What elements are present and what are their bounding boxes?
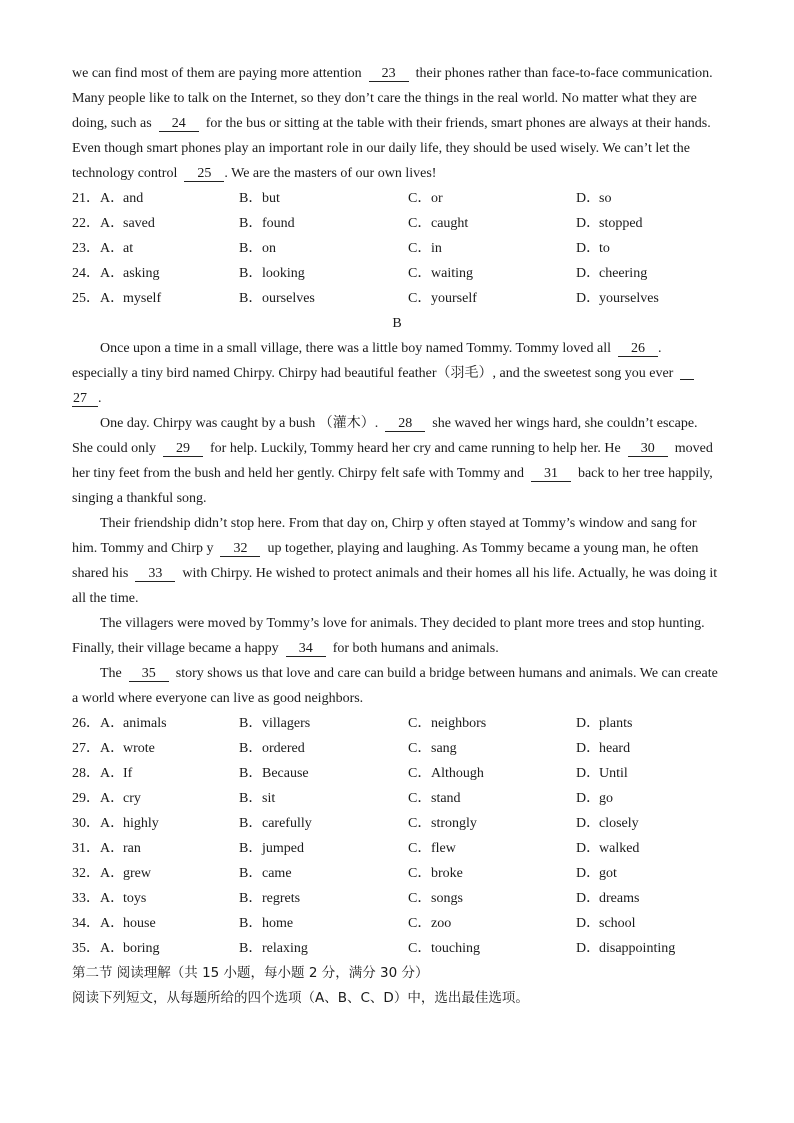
option-d: [576, 886, 639, 911]
option-text: strongly: [431, 816, 477, 831]
option-text: neighbors: [431, 716, 487, 731]
option-letter: B．: [239, 791, 263, 806]
option-letter: A．: [100, 866, 125, 881]
option-letter: B．: [239, 816, 263, 831]
option-text: Until: [599, 766, 628, 781]
option-b: [239, 861, 292, 886]
passage-line: [72, 511, 722, 536]
option-letter: A．: [100, 766, 125, 781]
option-letter: B．: [239, 191, 263, 206]
option-letter: C．: [408, 841, 432, 856]
option-c: [408, 186, 443, 211]
blank-27: 27: [72, 391, 98, 407]
option-text: on: [262, 241, 276, 256]
option-d: [576, 911, 636, 936]
question-number: 34．: [72, 916, 100, 931]
question-number: 26．: [72, 716, 100, 731]
option-c: [408, 761, 484, 786]
option-a: [100, 261, 160, 286]
option-a: [100, 761, 132, 786]
passage-text: for both humans and animals.: [325, 641, 499, 656]
passage-text: we can find most of them are paying more attention: [72, 66, 369, 81]
option-letter: B．: [239, 266, 263, 281]
page-content: [72, 61, 722, 1011]
question-number: 24．: [72, 266, 100, 281]
option-letter: C．: [408, 291, 432, 306]
option-text: highly: [123, 816, 159, 831]
option-letter: B．: [239, 841, 263, 856]
option-letter: D．: [576, 941, 601, 956]
option-a: [100, 186, 143, 211]
passage-text: The villagers were moved by Tommy’s love for animals. They decided to plant more trees and stop hunting.: [100, 616, 705, 631]
passage-text: singing a thankful song.: [72, 491, 207, 506]
option-letter: C．: [408, 916, 432, 931]
passage-text: for help. Luckily, Tommy heard her cry and came running to help her. He: [203, 441, 628, 456]
option-b: [239, 736, 305, 761]
option-text: house: [123, 916, 156, 931]
passage-line: [72, 161, 722, 186]
passage-text: The: [100, 666, 129, 681]
option-text: touching: [431, 941, 480, 956]
blank-33: 33: [135, 566, 175, 582]
option-letter: B．: [239, 941, 263, 956]
option-b: [239, 886, 300, 911]
question-row: [72, 211, 722, 236]
question-number: 32．: [72, 866, 100, 881]
passage-text: Even though smart phones play an important role in our daily life, they should be used wisely. We can’t let the: [72, 141, 690, 156]
blank-26: 26: [618, 341, 658, 357]
passage-text: she waved her wings hard, she couldn’t escape.: [425, 416, 698, 431]
blank-34: 34: [286, 641, 326, 657]
option-letter: A．: [100, 891, 125, 906]
option-b: [239, 911, 293, 936]
option-c: [408, 786, 461, 811]
option-letter: B．: [239, 216, 263, 231]
option-text: so: [599, 191, 612, 206]
option-letter: D．: [576, 291, 601, 306]
option-c: [408, 261, 473, 286]
option-letter: C．: [408, 891, 432, 906]
blank-32: 32: [220, 541, 260, 557]
passage-line: [72, 586, 722, 611]
option-a: [100, 886, 146, 911]
option-c: [408, 711, 486, 736]
option-b: [239, 936, 308, 961]
option-text: boring: [123, 941, 160, 956]
blank-25: 25: [184, 166, 224, 182]
option-letter: B．: [239, 866, 263, 881]
passage-line: [72, 686, 722, 711]
question-number: 28．: [72, 766, 100, 781]
option-text: home: [262, 916, 294, 931]
option-text: yourself: [431, 291, 477, 306]
option-text: dreams: [599, 891, 640, 906]
option-d: [576, 186, 611, 211]
question-number: 35．: [72, 941, 100, 956]
option-d: [576, 761, 628, 786]
option-letter: C．: [408, 716, 432, 731]
option-text: to: [599, 241, 610, 256]
option-letter: D．: [576, 266, 601, 281]
passage-a: [72, 61, 722, 186]
option-d: [576, 711, 632, 736]
passage-text: Many people like to talk on the Internet, so they don’t care the things in the real world. No matter what they are: [72, 91, 697, 106]
option-text: jumped: [262, 841, 304, 856]
option-a: [100, 286, 161, 311]
passage-text: back to her tree happily,: [570, 466, 713, 481]
option-text: in: [431, 241, 442, 256]
passage-text: Their friendship didn’t stop here. From that day on, Chirp y often stayed at Tommy’s window and sang for: [100, 516, 697, 531]
passage-text: for the bus or sitting at the table with their friends, smart phones are always at their hands.: [198, 116, 711, 131]
option-letter: A．: [100, 266, 125, 281]
question-row: [72, 261, 722, 286]
option-text: Because: [262, 766, 309, 781]
option-text: zoo: [431, 916, 452, 931]
option-letter: D．: [576, 816, 601, 831]
option-d: [576, 811, 639, 836]
option-b: [239, 836, 304, 861]
option-c: [408, 236, 442, 261]
option-a: [100, 736, 155, 761]
question-row: [72, 236, 722, 261]
passage-text: .: [98, 391, 102, 406]
passage-text: with Chirpy. He wished to protect animals and their homes all his life. Actually, he was doing it: [175, 566, 718, 581]
option-b: [239, 811, 312, 836]
option-letter: D．: [576, 841, 601, 856]
option-text: heard: [599, 741, 631, 756]
blank-28: 28: [385, 416, 425, 432]
option-d: [576, 936, 675, 961]
option-letter: C．: [408, 816, 432, 831]
option-text: asking: [123, 266, 160, 281]
option-text: songs: [431, 891, 463, 906]
question-number: 25．: [72, 291, 100, 306]
passage-line: [72, 561, 722, 586]
option-text: cheering: [599, 266, 648, 281]
blank-23: 23: [369, 66, 409, 82]
option-d: [576, 236, 610, 261]
option-letter: C．: [408, 766, 432, 781]
passage-text: her tiny feet from the bush and held her gently. Chirpy felt safe with Tommy and: [72, 466, 531, 481]
option-letter: C．: [408, 266, 432, 281]
option-letter: B．: [239, 766, 263, 781]
section-heading-b: [72, 311, 722, 336]
option-text: but: [262, 191, 280, 206]
blank-35: 35: [129, 666, 169, 682]
option-text: villagers: [262, 716, 311, 731]
option-letter: B．: [239, 741, 263, 756]
passage-text: moved: [667, 441, 713, 456]
option-letter: B．: [239, 916, 263, 931]
option-a: [100, 786, 141, 811]
option-text: relaxing: [262, 941, 308, 956]
option-letter: D．: [576, 216, 601, 231]
passage-b: [72, 336, 722, 711]
option-text: looking: [262, 266, 305, 281]
passage-text: story shows us that love and care can build a bridge between humans and animals. We can create: [168, 666, 718, 681]
option-c: [408, 836, 456, 861]
option-text: If: [123, 766, 133, 781]
option-letter: A．: [100, 716, 125, 731]
passage-line: [72, 136, 722, 161]
option-b: [239, 761, 309, 786]
passage-text: especially a tiny bird named Chirpy. Chirpy had beautiful feather（羽毛）, and the sweetest song you ever: [72, 366, 681, 381]
option-text: found: [262, 216, 295, 231]
option-d: [576, 861, 617, 886]
option-text: sit: [262, 791, 276, 806]
section-heading-text: B: [392, 316, 402, 331]
option-text: at: [123, 241, 134, 256]
option-a: [100, 911, 156, 936]
option-letter: B．: [239, 716, 263, 731]
passage-text: a world where everyone can live as good neighbors.: [72, 691, 364, 706]
option-b: [239, 261, 305, 286]
option-a: [100, 861, 151, 886]
option-letter: A．: [100, 941, 125, 956]
option-text: ourselves: [262, 291, 315, 306]
question-row: [72, 886, 722, 911]
question-number: 27．: [72, 741, 100, 756]
question-number: 23．: [72, 241, 100, 256]
questions-26-35: [72, 711, 722, 961]
option-b: [239, 786, 275, 811]
option-letter: C．: [408, 216, 432, 231]
passage-line: [72, 536, 722, 561]
option-letter: A．: [100, 841, 125, 856]
option-letter: D．: [576, 766, 601, 781]
passage-line: [72, 86, 722, 111]
option-text: ordered: [262, 741, 305, 756]
option-a: [100, 236, 133, 261]
option-text: carefully: [262, 816, 312, 831]
option-d: [576, 786, 613, 811]
option-letter: C．: [408, 241, 432, 256]
option-letter: A．: [100, 241, 125, 256]
option-text: school: [599, 916, 636, 931]
section-2-title: [72, 961, 722, 986]
passage-line: [72, 661, 722, 686]
option-d: [576, 211, 643, 236]
passage-text: One day. Chirpy was caught by a bush （灌木）.: [100, 416, 386, 431]
passage-text: doing, such as: [72, 116, 159, 131]
option-a: [100, 936, 160, 961]
option-letter: A．: [100, 791, 125, 806]
option-b: [239, 286, 315, 311]
question-row: [72, 736, 722, 761]
option-c: [408, 211, 468, 236]
option-d: [576, 736, 630, 761]
section-2-instruction: [72, 986, 722, 1011]
question-row: [72, 811, 722, 836]
option-d: [576, 286, 659, 311]
option-letter: D．: [576, 916, 601, 931]
option-letter: A．: [100, 216, 125, 231]
passage-text: .: [658, 341, 662, 356]
option-letter: A．: [100, 191, 125, 206]
option-text: ran: [123, 841, 141, 856]
option-text: stand: [431, 791, 461, 806]
option-text: myself: [123, 291, 162, 306]
passage-line: [72, 611, 722, 636]
option-text: caught: [431, 216, 469, 231]
option-letter: C．: [408, 866, 432, 881]
option-text: wrote: [123, 741, 155, 756]
passage-line: [72, 636, 722, 661]
passage-line: [72, 411, 722, 436]
question-number: 22．: [72, 216, 100, 231]
questions-21-25: [72, 186, 722, 311]
option-a: [100, 836, 141, 861]
option-letter: C．: [408, 791, 432, 806]
option-letter: C．: [408, 941, 432, 956]
option-c: [408, 936, 480, 961]
question-number: 33．: [72, 891, 100, 906]
passage-text: their phones rather than face-to-face communication.: [408, 66, 713, 81]
passage-text: Once upon a time in a small village, there was a little boy named Tommy. Tommy loved all: [100, 341, 618, 356]
passage-text: all the time.: [72, 591, 139, 606]
option-text: cry: [123, 791, 141, 806]
option-c: [408, 911, 451, 936]
option-c: [408, 886, 463, 911]
question-row: [72, 936, 722, 961]
passage-line: [72, 461, 722, 486]
option-b: [239, 211, 295, 236]
question-number: 21．: [72, 191, 100, 206]
option-c: [408, 736, 457, 761]
question-number: 31．: [72, 841, 100, 856]
option-letter: A．: [100, 816, 125, 831]
option-letter: C．: [408, 741, 432, 756]
option-d: [576, 261, 647, 286]
blank-24: 24: [159, 116, 199, 132]
option-c: [408, 861, 463, 886]
section-title-text: 第二节 阅读理解（共 15 小题，每小题 2 分，满分 30 分）: [72, 965, 429, 981]
option-text: saved: [123, 216, 155, 231]
option-text: yourselves: [599, 291, 659, 306]
passage-line: [72, 111, 722, 136]
option-text: grew: [123, 866, 151, 881]
passage-line: [72, 486, 722, 511]
instruction-text: 阅读下列短文，从每题所给的四个选项（A、B、C、D）中，选出最佳选项。: [72, 990, 529, 1006]
option-text: Although: [431, 766, 484, 781]
option-letter: B．: [239, 291, 263, 306]
question-row: [72, 786, 722, 811]
option-text: came: [262, 866, 292, 881]
option-letter: A．: [100, 291, 125, 306]
option-letter: D．: [576, 891, 601, 906]
question-number: 30．: [72, 816, 100, 831]
question-row: [72, 861, 722, 886]
option-text: go: [599, 791, 613, 806]
question-row: [72, 286, 722, 311]
option-a: [100, 711, 167, 736]
option-b: [239, 711, 310, 736]
option-d: [576, 836, 639, 861]
passage-text: Finally, their village became a happy: [72, 641, 286, 656]
option-text: closely: [599, 816, 639, 831]
option-text: got: [599, 866, 617, 881]
option-text: broke: [431, 866, 463, 881]
passage-line: [72, 336, 722, 361]
option-letter: B．: [239, 891, 263, 906]
blank-31: 31: [531, 466, 571, 482]
option-text: regrets: [262, 891, 301, 906]
passage-text: technology control: [72, 166, 185, 181]
passage-text: him. Tommy and Chirp y: [72, 541, 221, 556]
option-letter: B．: [239, 241, 263, 256]
blank-29: 29: [163, 441, 203, 457]
question-row: [72, 836, 722, 861]
question-row: [72, 711, 722, 736]
question-number: 29．: [72, 791, 100, 806]
option-letter: A．: [100, 741, 125, 756]
option-b: [239, 186, 280, 211]
option-text: toys: [123, 891, 147, 906]
passage-line: [72, 61, 722, 86]
option-letter: D．: [576, 741, 601, 756]
option-letter: D．: [576, 791, 601, 806]
option-a: [100, 211, 155, 236]
passage-text: shared his: [72, 566, 136, 581]
passage-text: . We are the masters of our own lives!: [224, 166, 437, 181]
blank-27-underline-start: [680, 379, 694, 380]
passage-text: She could only: [72, 441, 163, 456]
passage-line: [72, 386, 722, 411]
option-letter: A．: [100, 916, 125, 931]
question-row: [72, 761, 722, 786]
option-text: waiting: [431, 266, 473, 281]
option-text: walked: [599, 841, 640, 856]
option-c: [408, 811, 477, 836]
option-text: and: [123, 191, 144, 206]
option-text: flew: [431, 841, 456, 856]
blank-30: 30: [628, 441, 668, 457]
passage-text: up together, playing and laughing. As Tommy became a young man, he often: [260, 541, 699, 556]
question-row: [72, 911, 722, 936]
option-letter: D．: [576, 866, 601, 881]
option-text: animals: [123, 716, 167, 731]
option-letter: D．: [576, 241, 601, 256]
option-c: [408, 286, 477, 311]
option-letter: C．: [408, 191, 432, 206]
option-text: stopped: [599, 216, 643, 231]
option-a: [100, 811, 159, 836]
option-text: disappointing: [599, 941, 676, 956]
passage-line: [72, 361, 722, 386]
passage-line: [72, 436, 722, 461]
option-letter: D．: [576, 716, 601, 731]
option-text: sang: [431, 741, 457, 756]
option-text: plants: [599, 716, 633, 731]
question-row: [72, 186, 722, 211]
option-b: [239, 236, 276, 261]
option-letter: D．: [576, 191, 601, 206]
option-text: or: [431, 191, 443, 206]
